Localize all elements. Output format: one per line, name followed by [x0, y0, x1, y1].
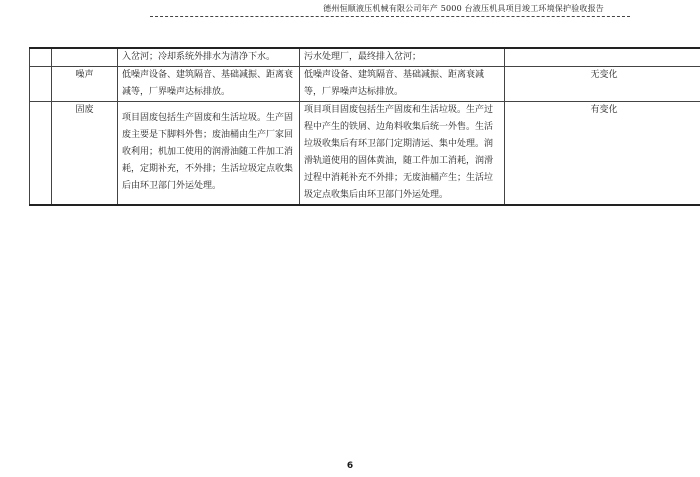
table-cell-change: 有变化 — [505, 102, 700, 206]
table-row — [30, 48, 700, 67]
table-cell-category: 固废 — [52, 102, 118, 206]
page-number: 6 — [346, 461, 354, 471]
table-cell-change: 无变化 — [505, 67, 700, 102]
table-cell-after: 项目项目固废包括生产固废和生活垃圾。生产过程中产生的铁屑、边角料收集后统一外售。生活垃圾收集后有环卫部门定期清运、集中处理。润滑轨道使用的固体黄油，随工件加工消耗，润滑过程中消耗补充不外排；无废油桶产生；生活垃圾定点收集后由环卫部门外运处理。 — [300, 102, 505, 206]
table-cell-before: 入岔河；冷却系统外排水为清净下水。 — [118, 48, 300, 67]
table-cell-before: 低噪声设备、建筑隔音、基础减振、距离衰减等，厂界噪声达标排放。 — [118, 67, 300, 102]
table-cell-category: 噪声 — [52, 67, 118, 102]
acceptance-comparison-table — [29, 47, 700, 206]
table-cell-blank — [30, 67, 52, 102]
table-cell-after: 低噪声设备、建筑隔音、基础减振、距离衰减等，厂界噪声达标排放。 — [300, 67, 505, 102]
table-cell-before: 项目固废包括生产固废和生活垃圾。生产固废主要是下脚料外售；废油桶由生产厂家回收利用；机加工使用的润滑油随工件加工消耗，定期补充，不外排；生活垃圾定点收集后由环卫部门外运处理。 — [118, 102, 300, 206]
table-row — [30, 67, 700, 102]
table-cell-blank — [30, 48, 52, 67]
report-header-title: 德州恒顺液压机械有限公司年产 5000 台液压机具项目竣工环境保护验收报告 — [323, 4, 604, 13]
table-cell-category — [52, 48, 118, 67]
header-divider — [150, 16, 630, 17]
table-cell-blank — [30, 102, 52, 206]
table-cell-change — [505, 48, 700, 67]
table-cell-after: 污水处理厂，最终排入岔河； — [300, 48, 505, 67]
table-row — [30, 102, 700, 206]
